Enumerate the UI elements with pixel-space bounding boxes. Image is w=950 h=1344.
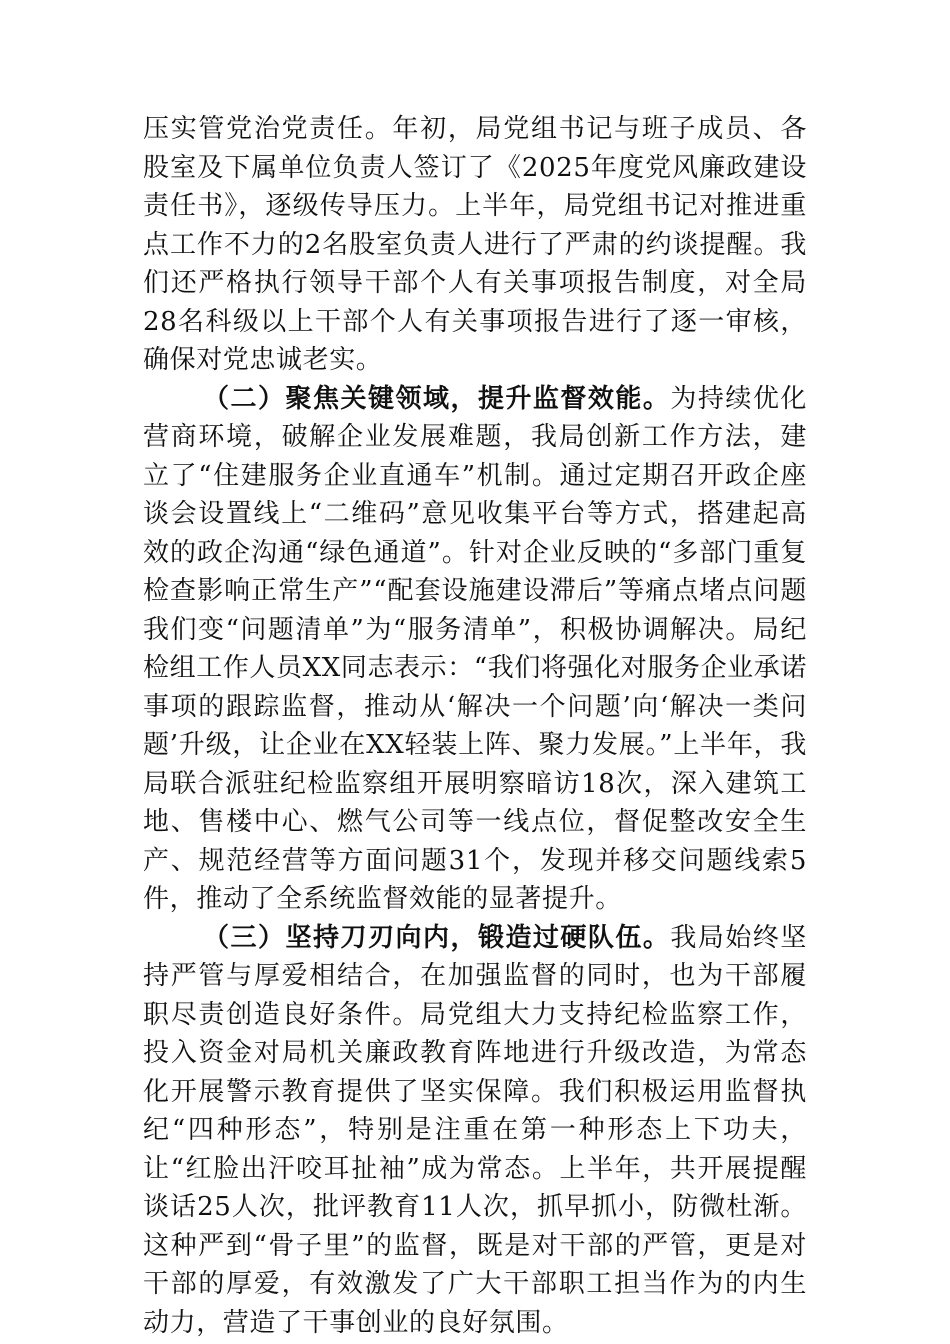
paragraph-team-building	[143, 919, 807, 1343]
section-heading-2: （二）聚焦关键领域，提升监督效能。	[203, 383, 671, 414]
paragraph-supervision	[143, 380, 807, 919]
document-body	[143, 110, 807, 1342]
section-heading-3: （三）坚持刀刃向内，锻造过硬队伍。	[203, 922, 671, 953]
paragraph-text: 为持续优化营商环境，破解企业发展难题，我局创新工作方法，建立了“住建服务企业直通车”机制。通过定期召开政企座谈会设置线上“二维码”意见收集平台等方式，搭建起高效的政企沟通“绿色通道”。针对企业反映的“多部门重复检查影响正常生产”“配套设施建设滞后”等痛点堵点问题我们变“问题清单”为“服务清单”，积极协调解决。局纪检组工作人员XX同志表示：“我们将强化对服务企业承诺事项的跟踪监督，推动从‘解决一个问题’向‘解决一类问题’升级，让企业在XX轻装上阵、聚力发展。”上半年，我局联合派驻纪检监察组开展明察暗访18次，深入建筑工地、售楼中心、燃气公司等一线点位，督促整改安全生产、规范经营等方面问题31个，发现并移交问题线索5件，推动了全系统监督效能的显著提升。	[143, 383, 807, 914]
paragraph-text: 压实管党治党责任。年初，局党组书记与班子成员、各股室及下属单位负责人签订了《2025年度党风廉政建设责任书》，逐级传导压力。上半年，局党组书记对推进重点工作不力的2名股室负责人进行了严肃的约谈提醒。我们还严格执行领导干部个人有关事项报告制度，对全局28名科级以上干部个人有关事项报告进行了逐一审核，确保对党忠诚老实。	[143, 114, 807, 375]
paragraph-text: 我局始终坚持严管与厚爱相结合，在加强监督的同时，也为干部履职尽责创造良好条件。局党组大力支持纪检监察工作，投入资金对局机关廉政教育阵地进行升级改造，为常态化开展警示教育提供了坚实保障。我们积极运用监督执纪“四种形态”，特别是注重在第一种形态上下功夫，让“红脸出汗咬耳扯袖”成为常态。上半年，共开展提醒谈话25人次，批评教育11人次，抓早抓小，防微杜渐。这种严到“骨子里”的监督，既是对干部的严管，更是对干部的厚爱，有效激发了广大干部职工担当作为的内生动力，营造了干事创业的良好氛围。	[143, 922, 807, 1338]
paragraph-responsibility	[143, 110, 807, 380]
